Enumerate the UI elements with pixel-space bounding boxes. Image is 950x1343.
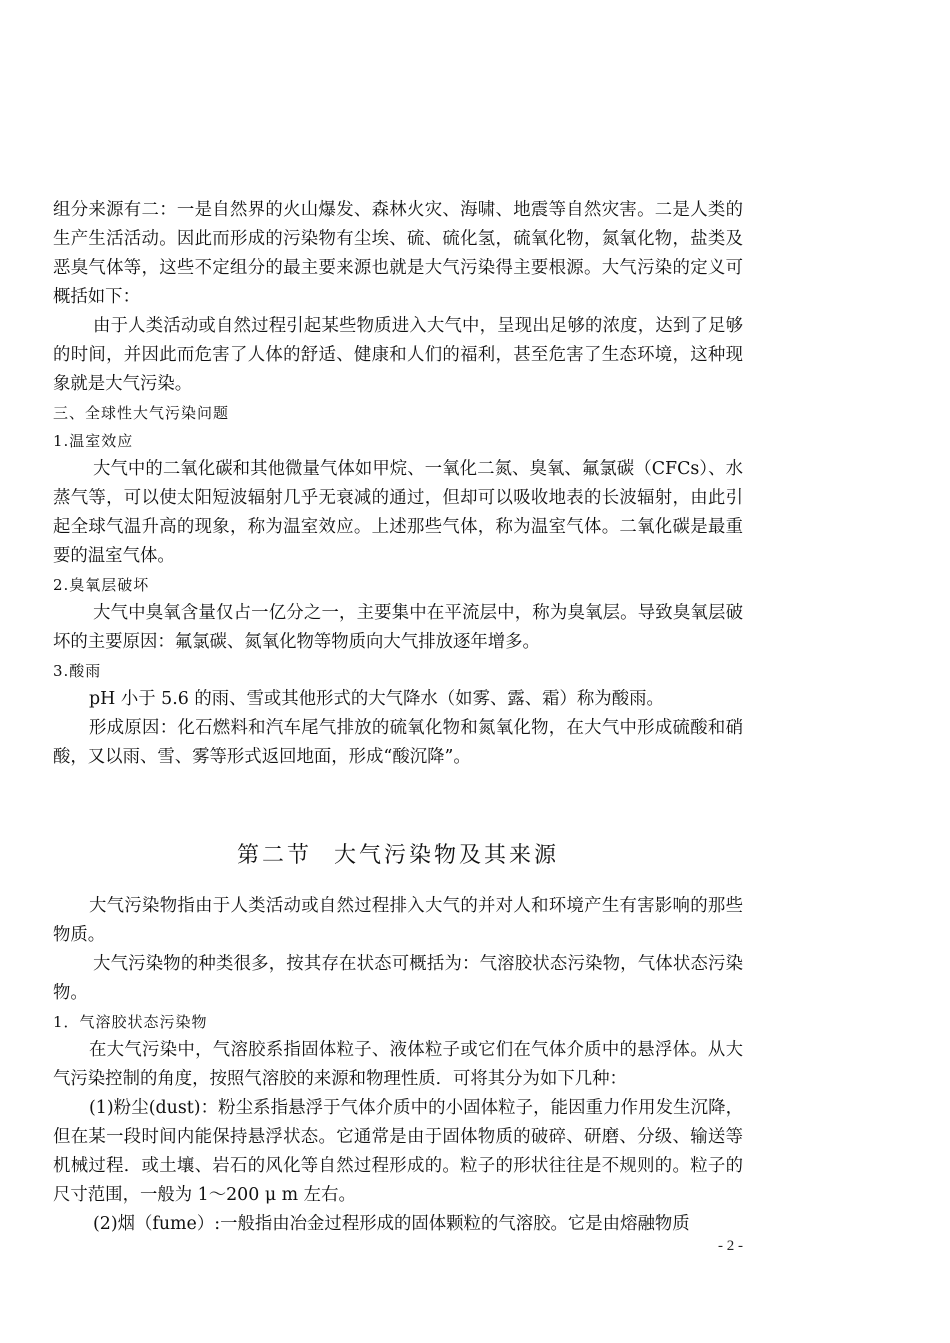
paragraph-acid-rain-definition: pH 小于 5.6 的雨、雪或其他形式的大气降水（如雾、露、霜）称为酸雨。 [89, 689, 664, 709]
paragraph-pollutant-definition: 大气污染物指由于人类活动或自然过程排入大气的并对人和环境产生有害影响的那些物质。 [53, 896, 743, 945]
section-title [53, 840, 743, 872]
paragraph-ozone: 大气中臭氧含量仅占一亿分之一，主要集中在平流层中，称为臭氧层。导致臭氧层破坏的主要原因：氟氯碳、氮氧化物等物质向大气排放逐年增多。 [53, 603, 743, 652]
heading-ozone: 2.臭氧层破坏 [53, 576, 150, 594]
paragraph-pollution-sources: 组分来源有二：一是自然界的火山爆发、森林火灾、海啸、地震等自然灾害。二是人类的生产生活活动。因此而形成的污染物有尘埃、硫、硫化氢，硫氧化物，氮氧化物，盐类及恶臭气体等，这些不定组分的最主要来源也就是大气污染得主要根源。大气污染的定义可概括如下： [53, 200, 743, 307]
heading-greenhouse: 1.温室效应 [53, 432, 134, 450]
paragraph-dust: (1)粉尘(dust)：粉尘系指悬浮于气体介质中的小固体粒子，能因重力作用发生沉降，但在某一段时间内能保持悬浮状态。它通常是由于固体物质的破碎、研磨、分级、输送等机械过程．或土壤、岩石的风化等自然过程形成的。粒子的形状往往是不规则的。粒子的尺寸范围，一般为 1～200 μ m 左右。 [53, 1098, 743, 1205]
paragraph-fume: (2)烟（fume）:一般指由冶金过程形成的固体颗粒的气溶胶。它是由熔融物质 [93, 1214, 690, 1234]
paragraph-pollution-definition: 由于人类活动或自然过程引起某些物质进入大气中，呈现出足够的浓度，达到了足够的时间，并因此而危害了人体的舒适、健康和人们的福利，甚至危害了生态环境，这种现象就是大气污染。 [53, 316, 743, 394]
page-number: - 2 - [718, 1238, 743, 1254]
paragraph-greenhouse: 大气中的二氧化碳和其他微量气体如甲烷、一氧化二氮、臭氧、氟氯碳（CFCs）、水蒸气等，可以使太阳短波辐射几乎无衰减的通过，但却可以吸收地表的长波辐射，由此引起全球气温升高的现象，称为温室效应。上述那些气体，称为温室气体。二氧化碳是最重要的温室气体。 [53, 459, 743, 566]
page-content [53, 196, 743, 1239]
section-name: 大气污染物及其来源 [334, 843, 560, 868]
paragraph-pollutant-types: 大气污染物的种类很多，按其存在状态可概括为：气溶胶状态污染物，气体状态污染物。 [53, 954, 743, 1003]
heading-aerosol: 1．气溶胶状态污染物 [53, 1013, 208, 1031]
paragraph-acid-rain-cause: 形成原因：化石燃料和汽车尾气排放的硫氧化物和氮氧化物，在大气中形成硫酸和硝酸，又以雨、雪、雾等形式返回地面，形成“酸沉降”。 [53, 718, 743, 767]
heading-global-pollution: 三、全球性大气污染问题 [53, 404, 230, 422]
paragraph-aerosol-intro: 在大气污染中，气溶胶系指固体粒子、液体粒子或它们在气体介质中的悬浮体。从大气污染控制的角度，按照气溶胶的来源和物理性质．可将其分为如下几种： [53, 1040, 743, 1089]
heading-acid-rain: 3.酸雨 [53, 662, 102, 680]
section-number: 第二节 [236, 843, 312, 868]
